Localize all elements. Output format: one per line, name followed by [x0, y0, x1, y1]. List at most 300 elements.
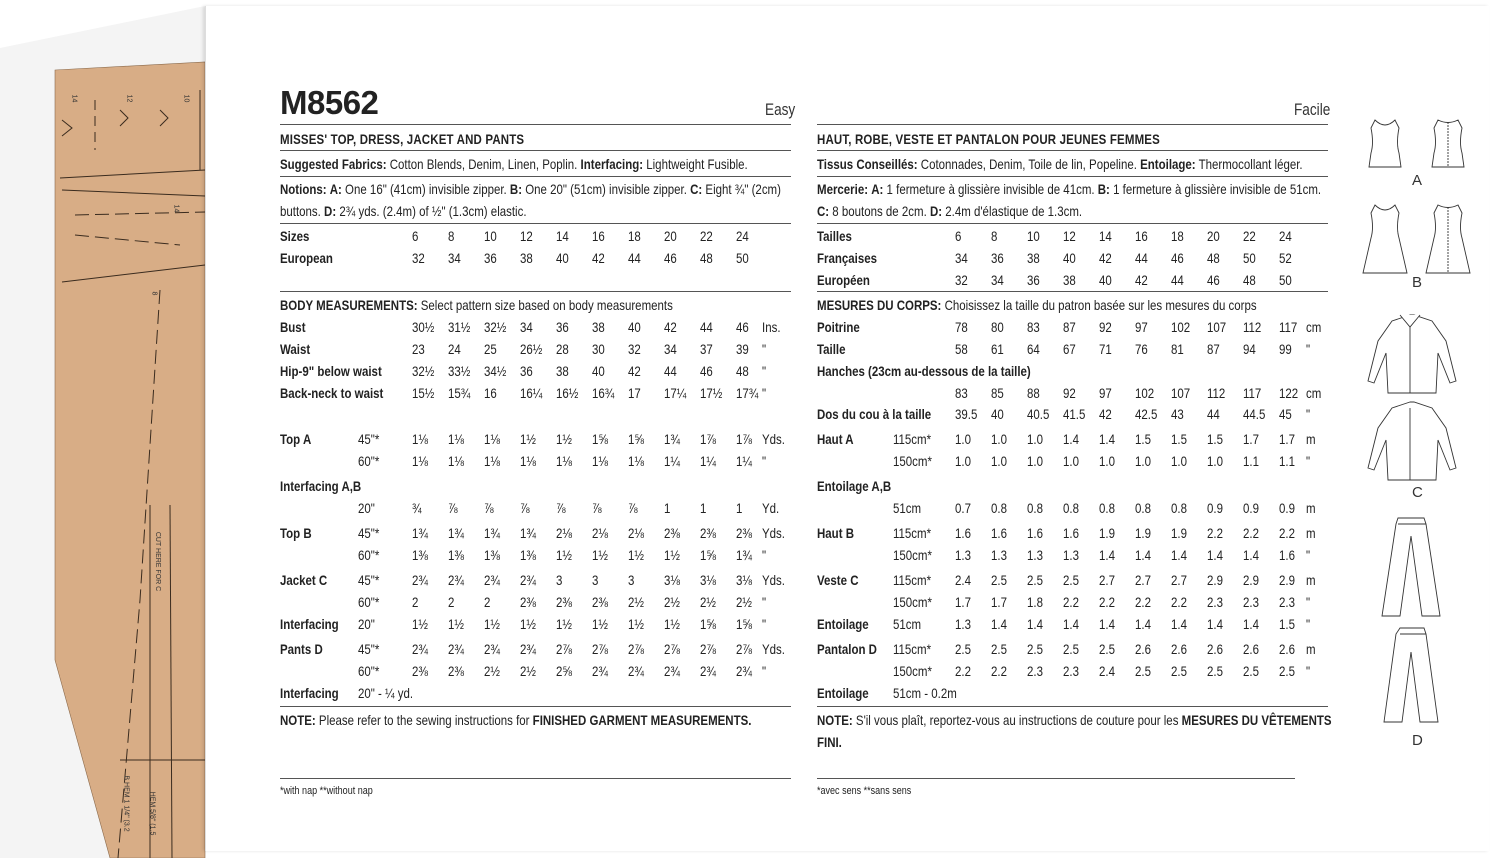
unit-label: "	[1306, 547, 1311, 563]
table-cell: 1½	[448, 616, 464, 632]
row-label: Taille	[817, 341, 846, 357]
table-cell: 42.5	[1135, 406, 1158, 422]
fabric-width: 150cm*	[893, 594, 932, 610]
table-cell: 1⅛	[484, 453, 500, 469]
table-cell: 32	[412, 250, 425, 266]
divider	[280, 223, 791, 224]
table-cell: 0.8	[1027, 500, 1043, 516]
table-cell: 46	[736, 319, 749, 335]
table-cell: 2⅛	[556, 525, 572, 541]
row-label: Bust	[280, 319, 306, 335]
view-b-sketch	[1363, 205, 1470, 273]
table-cell: 8	[448, 228, 455, 244]
notions-c-label: C:	[817, 203, 830, 219]
table-cell: 12	[520, 228, 533, 244]
notions-line-1-fr	[817, 181, 1321, 197]
table-cell: 1⅜	[484, 547, 500, 563]
notions-line-2	[280, 203, 527, 219]
table-cell: 1.7	[955, 594, 971, 610]
table-cell: 3	[628, 572, 635, 588]
table-cell: 2.2	[1099, 594, 1115, 610]
notions-a-text: 1 fermeture à glissière invisible de 41cm.	[886, 181, 1095, 197]
table-cell: 2	[412, 594, 419, 610]
notions-b-label: B:	[509, 181, 523, 197]
table-cell: 1.0	[955, 431, 971, 447]
table-cell: 2.5	[1243, 663, 1259, 679]
table-cell: 1.4	[1099, 431, 1115, 447]
table-cell: 67	[1063, 341, 1076, 357]
table-cell: 1.3	[991, 547, 1007, 563]
row-label: Sizes	[280, 228, 310, 244]
unit-label: "	[1306, 594, 1311, 610]
table-cell: 10	[1027, 228, 1040, 244]
table-cell: 50	[736, 250, 749, 266]
table-cell: 17¼	[664, 385, 687, 401]
table-cell: 2.6	[1243, 641, 1259, 657]
note-label: NOTE:	[817, 712, 853, 728]
table-cell: 42	[664, 319, 677, 335]
table-cell: 12	[1063, 228, 1076, 244]
view-label-b: B	[1412, 274, 1423, 291]
unit-label: "	[1306, 406, 1311, 422]
tissue-label: B HEM 1 1/4" (3.2	[122, 775, 130, 832]
table-cell: 1	[700, 500, 707, 516]
view-label-c: C	[1412, 484, 1423, 501]
table-cell: 8	[991, 228, 998, 244]
unit-label: cm	[1306, 319, 1322, 335]
table-cell: 88	[1027, 385, 1040, 401]
table-cell: 38	[1063, 272, 1076, 288]
table-cell: 16¾	[592, 385, 615, 401]
unit-label: "	[762, 663, 767, 679]
row-label: Tailles	[817, 228, 852, 244]
table-cell: 1.0	[1207, 453, 1223, 469]
interfacing-label: Entoilage:	[1140, 156, 1196, 172]
table-cell: 36	[520, 363, 533, 379]
table-cell: 2⅜	[664, 525, 680, 541]
table-cell: 2.5	[1207, 663, 1223, 679]
note-bold: MESURES DU VÊTEMENTS	[1181, 712, 1332, 728]
row-label: Poitrine	[817, 319, 860, 335]
table-cell: 1.6	[955, 525, 971, 541]
table-cell: 2⅞	[556, 641, 572, 657]
table-cell: 2.2	[1279, 525, 1295, 541]
table-cell: 38	[556, 363, 569, 379]
table-cell: 16¼	[520, 385, 543, 401]
table-cell: 2.6	[1171, 641, 1187, 657]
table-cell: 85	[991, 385, 1004, 401]
table-cell: 78	[955, 319, 968, 335]
table-cell: 2.6	[1135, 641, 1151, 657]
table-cell: 1½	[592, 616, 608, 632]
table-cell: 92	[1099, 319, 1112, 335]
fabric-width: 51cm - 0.2m	[893, 685, 957, 701]
table-cell: 40	[991, 406, 1004, 422]
notions-a-text: One 16" (41cm) invisible zipper.	[345, 181, 507, 197]
table-cell: 36	[1027, 272, 1040, 288]
fabrics-label: Tissus Conseillés:	[817, 156, 918, 172]
table-cell: 1½	[628, 547, 644, 563]
table-cell: 2⅜	[412, 663, 428, 679]
divider	[817, 706, 1328, 707]
footnote-fr: *avec sens **sans sens	[817, 785, 912, 797]
table-cell: 1.6	[1063, 525, 1079, 541]
row-label: European	[280, 250, 333, 266]
table-cell: 0.9	[1279, 500, 1295, 516]
table-cell: 34	[991, 272, 1004, 288]
pattern-number: M8562	[280, 84, 379, 121]
table-cell: 2⅞	[700, 641, 716, 657]
table-cell: 1½	[520, 616, 536, 632]
skill-level-fr: Facile	[1294, 100, 1331, 119]
skill-level: Easy	[765, 100, 796, 119]
table-cell: 16½	[556, 385, 579, 401]
notions-d-text: 2.4m d'élastique de 1.3cm.	[945, 203, 1083, 219]
table-cell: 1.5	[1207, 431, 1223, 447]
table-cell: 1.4	[1099, 616, 1115, 632]
body-measurements-header	[280, 297, 673, 313]
tissue-label: 8	[150, 291, 158, 296]
table-cell: 99	[1279, 341, 1292, 357]
table-cell: ¾	[412, 500, 422, 516]
table-cell: 15½	[412, 385, 435, 401]
table-cell: 2½	[484, 663, 500, 679]
table-cell: 22	[700, 228, 713, 244]
table-cell: 61	[991, 341, 1004, 357]
table-cell: 46	[1207, 272, 1220, 288]
table-cell: 36	[484, 250, 497, 266]
table-cell: 32½	[412, 363, 435, 379]
body-header-text: Choisissez la taille du patron basée sur les mesures du corps	[944, 297, 1257, 313]
row-label: Dos du cou à la taille	[817, 406, 932, 422]
table-cell: 97	[1099, 385, 1112, 401]
table-cell: 2⅞	[592, 641, 608, 657]
row-label: Veste C	[817, 572, 859, 588]
table-cell: 2.7	[1171, 572, 1187, 588]
table-cell: ⅞	[592, 500, 602, 516]
note-en	[280, 712, 751, 728]
divider	[817, 124, 1328, 125]
table-cell: 2.2	[991, 663, 1007, 679]
row-label: Jacket C	[280, 572, 328, 588]
table-cell: 2½	[520, 663, 536, 679]
table-cell: 1.4	[991, 616, 1007, 632]
table-cell: 36	[556, 319, 569, 335]
notions-label: Notions:	[280, 181, 327, 197]
table-cell: 1.3	[955, 616, 971, 632]
view-label-a: A	[1412, 172, 1423, 189]
table-cell: 117	[1279, 319, 1298, 335]
table-cell: 1⅛	[628, 453, 644, 469]
divider	[280, 778, 791, 779]
table-cell: 71	[1099, 341, 1112, 357]
unit-label: "	[762, 453, 767, 469]
table-cell: 1¼	[700, 453, 716, 469]
table-cell: 48	[700, 250, 713, 266]
table-cell: 1.0	[1171, 453, 1187, 469]
table-cell: 2.6	[1279, 641, 1295, 657]
row-label: Entoilage A,B	[817, 478, 892, 494]
table-cell: 40	[592, 363, 605, 379]
note-bold: FINISHED GARMENT MEASUREMENTS.	[532, 712, 752, 728]
table-cell: 2¾	[484, 641, 500, 657]
pattern-title-fr: HAUT, ROBE, VESTE ET PANTALON POUR JEUNES FEMMES	[817, 131, 1160, 147]
table-cell: 37	[700, 341, 713, 357]
table-cell: 1¾	[448, 525, 464, 541]
table-cell: 32	[955, 272, 968, 288]
row-label: Interfacing A,B	[280, 478, 362, 494]
table-cell: 48	[736, 363, 749, 379]
table-cell: 0.8	[1099, 500, 1115, 516]
table-cell: 28	[556, 341, 569, 357]
table-cell: 94	[1243, 341, 1256, 357]
unit-label: "	[762, 385, 767, 401]
table-cell: 39	[736, 341, 749, 357]
table-cell: 2	[484, 594, 491, 610]
table-cell: ⅞	[556, 500, 566, 516]
table-cell: 2½	[700, 594, 716, 610]
table-cell: 92	[1063, 385, 1076, 401]
unit-label: Yds.	[762, 431, 785, 447]
table-cell: 1.9	[1135, 525, 1151, 541]
unit-label: "	[762, 616, 767, 632]
row-label: Entoilage	[817, 616, 869, 632]
table-cell: 1.9	[1171, 525, 1187, 541]
row-label: Haut B	[817, 525, 855, 541]
table-cell: 44.5	[1243, 406, 1266, 422]
table-cell: 38	[592, 319, 605, 335]
table-cell: 17¾	[736, 385, 759, 401]
table-cell: 34	[955, 250, 968, 266]
table-cell: 1.6	[1027, 525, 1043, 541]
note-fr-line-1	[817, 712, 1332, 728]
body-header-text: Select pattern size based on body measurements	[420, 297, 673, 313]
table-cell: 30	[592, 341, 605, 357]
table-cell: 1⅛	[448, 453, 464, 469]
fabrics-text: Cotton Blends, Denim, Linen, Poplin.	[389, 156, 578, 172]
fabric-width: 115cm*	[893, 525, 932, 541]
table-cell: 1½	[520, 431, 536, 447]
row-label: Top A	[280, 431, 312, 447]
table-cell: 1.5	[1171, 431, 1187, 447]
notions-a-label: A:	[871, 181, 884, 197]
table-cell: 58	[955, 341, 968, 357]
table-cell: 1⅛	[592, 453, 608, 469]
table-cell: 1.4	[1243, 616, 1259, 632]
view-label-d: D	[1412, 732, 1423, 749]
table-cell: 16	[484, 385, 497, 401]
fabric-width: 60"*	[358, 547, 380, 563]
table-cell: 1.4	[1135, 616, 1151, 632]
unit-label: m	[1306, 572, 1316, 588]
table-cell: 10	[484, 228, 497, 244]
table-cell: 18	[628, 228, 641, 244]
interfacing-label: Interfacing:	[580, 156, 644, 172]
table-cell: 1.1	[1279, 453, 1295, 469]
table-cell: 46	[700, 363, 713, 379]
table-cell: 44	[700, 319, 713, 335]
row-label: Top B	[280, 525, 312, 541]
table-cell: 24	[1279, 228, 1292, 244]
interfacing-text: Lightweight Fusible.	[646, 156, 748, 172]
table-cell: 20	[664, 228, 677, 244]
divider	[817, 778, 1295, 779]
table-cell: ⅞	[520, 500, 530, 516]
table-cell: 31½	[448, 319, 471, 335]
unit-label: Yds.	[762, 525, 785, 541]
unit-label: Yd.	[762, 500, 780, 516]
notions-d-label: D:	[324, 203, 337, 219]
table-cell: 44	[1207, 406, 1220, 422]
table-cell: 40.5	[1027, 406, 1050, 422]
table-cell: 1.0	[1027, 453, 1043, 469]
table-cell: 32½	[484, 319, 507, 335]
table-cell: 1⅝	[592, 431, 608, 447]
table-cell: 16	[592, 228, 605, 244]
table-cell: 2.9	[1279, 572, 1295, 588]
table-cell: 44	[1171, 272, 1184, 288]
table-cell: 1¾	[664, 431, 680, 447]
table-cell: 2⅜	[736, 525, 752, 541]
notions-line-2-fr	[817, 203, 1082, 219]
table-cell: 50	[1279, 272, 1292, 288]
note-label: NOTE:	[280, 712, 316, 728]
table-cell: 42	[628, 363, 641, 379]
table-cell: 83	[1027, 319, 1040, 335]
table-cell: 2.3	[1279, 594, 1295, 610]
table-cell: 2.3	[1243, 594, 1259, 610]
tissue-label: HEM 5/8" (1.5	[148, 791, 156, 836]
table-cell: 2¾	[448, 572, 464, 588]
table-cell: 97	[1135, 319, 1148, 335]
notions-c-text-cont: buttons.	[280, 203, 321, 219]
fabric-width: 60"*	[358, 594, 380, 610]
table-cell: 2¾	[484, 572, 500, 588]
table-cell: 102	[1171, 319, 1191, 335]
table-cell: 2.5	[1027, 641, 1043, 657]
table-cell: 2.5	[1171, 663, 1187, 679]
table-cell: 42	[1099, 250, 1112, 266]
divider	[817, 291, 1328, 292]
table-cell: 1½	[664, 616, 680, 632]
table-cell: 2¾	[664, 663, 680, 679]
fabric-width: 150cm*	[893, 547, 932, 563]
row-label: Back-neck to waist	[280, 385, 384, 401]
table-cell: 1¼	[664, 453, 680, 469]
table-cell: 43	[1171, 406, 1184, 422]
table-cell: 36	[991, 250, 1004, 266]
unit-label: "	[762, 341, 767, 357]
table-cell: 6	[412, 228, 419, 244]
unit-label: cm	[1306, 385, 1322, 401]
table-cell: 3⅛	[700, 572, 716, 588]
table-cell: 1½	[556, 616, 572, 632]
table-cell: 40	[628, 319, 641, 335]
table-cell: 2.5	[1027, 572, 1043, 588]
body-header-bold: MESURES DU CORPS:	[817, 297, 942, 313]
table-cell: 87	[1063, 319, 1076, 335]
table-cell: 1⅜	[412, 547, 428, 563]
divider	[280, 291, 791, 292]
fabric-width: 115cm*	[893, 641, 932, 657]
table-cell: 1½	[664, 547, 680, 563]
table-cell: 1⅝	[700, 547, 716, 563]
body-header-bold: BODY MEASUREMENTS:	[280, 297, 418, 313]
table-cell: 1.0	[1135, 453, 1151, 469]
row-label: Interfacing	[280, 616, 339, 632]
table-cell: 26½	[520, 341, 543, 357]
table-cell: 3⅛	[736, 572, 752, 588]
row-label: Hanches (23cm au-dessous de la taille)	[817, 363, 1031, 379]
table-cell: 34	[664, 341, 677, 357]
table-cell: 1½	[556, 431, 572, 447]
table-cell: 52	[1279, 250, 1292, 266]
table-cell: 3	[556, 572, 563, 588]
table-cell: 2.3	[1027, 663, 1043, 679]
table-cell: 2.5	[1279, 663, 1295, 679]
table-cell: 1	[664, 500, 671, 516]
table-cell: 2.2	[1063, 594, 1079, 610]
unit-label: "	[1306, 663, 1311, 679]
unit-label: "	[762, 547, 767, 563]
note-text: Please refer to the sewing instructions for	[318, 712, 530, 728]
divider	[817, 176, 1328, 177]
fabric-width: 150cm*	[893, 663, 932, 679]
table-cell: 34	[448, 250, 461, 266]
view-c-sketch	[1368, 315, 1456, 480]
pattern-title: MISSES' TOP, DRESS, JACKET AND PANTS	[280, 131, 525, 147]
interfacing-text: Thermocollant léger.	[1198, 156, 1303, 172]
table-cell: 50	[1243, 250, 1256, 266]
table-cell: 34½	[484, 363, 507, 379]
table-cell: 48	[1243, 272, 1256, 288]
unit-label: m	[1306, 431, 1316, 447]
table-cell: 1⅞	[700, 431, 716, 447]
table-cell: 87	[1207, 341, 1220, 357]
notions-d-label: D:	[929, 203, 943, 219]
table-cell: 1.1	[1243, 453, 1259, 469]
fabric-width: 51cm	[893, 500, 922, 516]
table-cell: 2.5	[1099, 641, 1115, 657]
table-cell: 112	[1243, 319, 1262, 335]
table-cell: 1⅛	[412, 431, 428, 447]
table-cell: 16	[1135, 228, 1148, 244]
table-cell: 44	[1135, 250, 1148, 266]
table-cell: 2.5	[991, 641, 1007, 657]
footnote-en: *with nap **without nap	[280, 785, 373, 797]
table-cell: 1.4	[1027, 616, 1043, 632]
table-cell: 2.5	[955, 641, 971, 657]
table-cell: 2¾	[412, 641, 428, 657]
notions-line-1	[280, 181, 781, 197]
divider	[817, 223, 1328, 224]
notions-b-text: One 20" (51cm) invisible zipper.	[525, 181, 687, 197]
table-cell: 2⅛	[592, 525, 608, 541]
table-cell: 17½	[700, 385, 723, 401]
table-cell: 2½	[628, 594, 644, 610]
table-cell: 1.0	[955, 453, 971, 469]
table-cell: 2.2	[1171, 594, 1187, 610]
divider	[817, 150, 1328, 151]
table-cell: 1⅞	[736, 431, 752, 447]
fabrics-line	[280, 156, 748, 172]
table-cell: 1⅜	[520, 547, 536, 563]
table-cell: 1⅝	[700, 616, 716, 632]
table-cell: 0.9	[1207, 500, 1223, 516]
table-cell: 1⅜	[448, 547, 464, 563]
divider	[280, 176, 791, 177]
notions-b-label: B:	[1097, 181, 1110, 197]
